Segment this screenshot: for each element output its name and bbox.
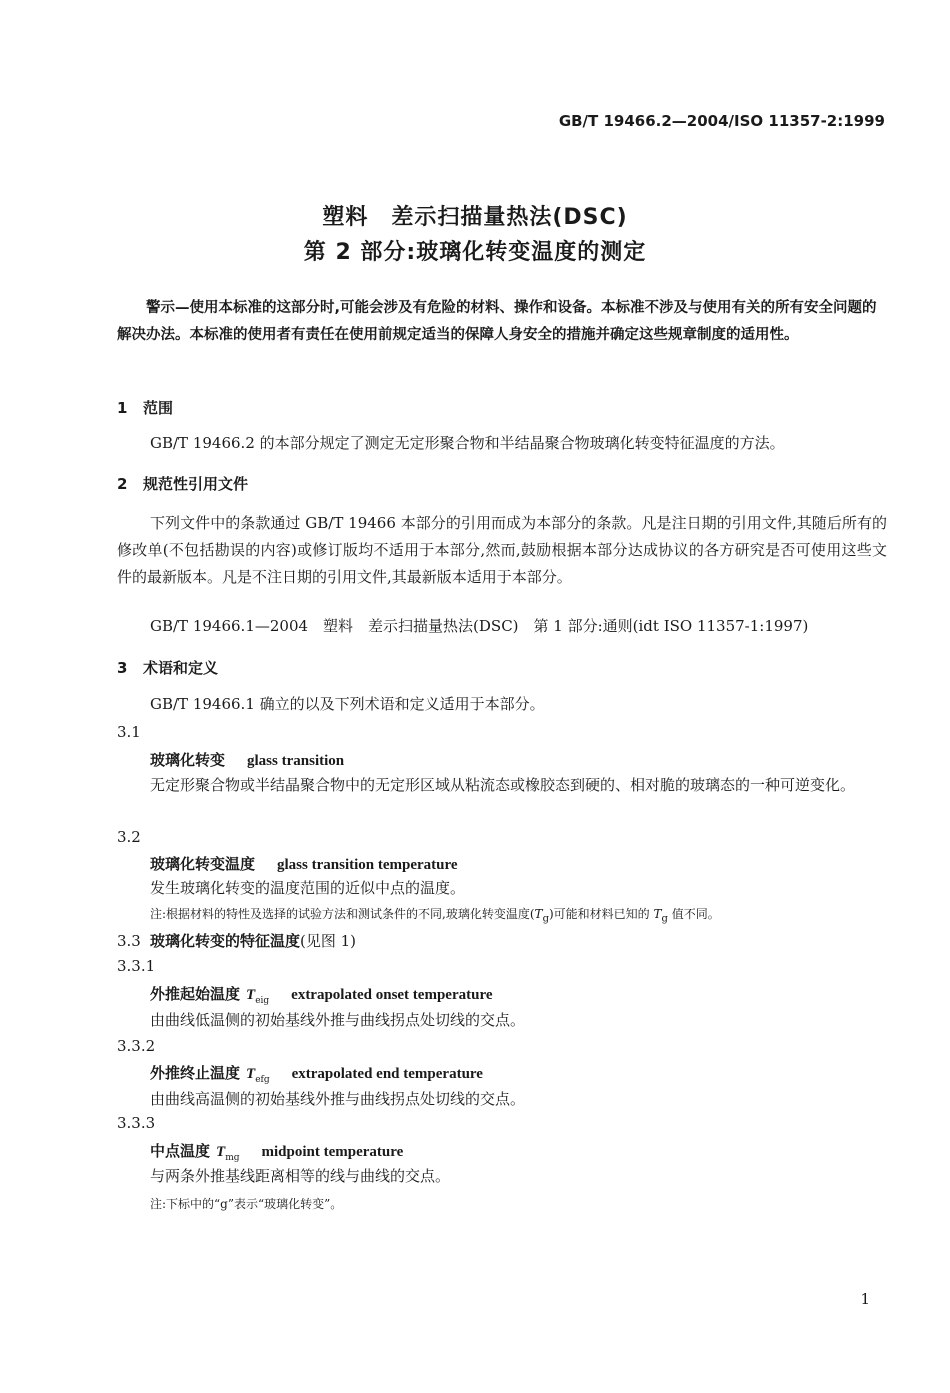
symbol: T bbox=[653, 907, 662, 921]
term-onset-temperature bbox=[150, 983, 493, 1006]
clause-number-3-1: 3.1 bbox=[117, 723, 141, 741]
standard-code: GB/T 19466.2—2004/ISO 11357-2:1999 bbox=[558, 112, 885, 130]
section-1-text: GB/T 19466.2 的本部分规定了测定无定形聚合物和半结晶聚合物玻璃化转变特征温度的方法。 bbox=[150, 434, 785, 452]
section-3-text: GB/T 19466.1 确立的以及下列术语和定义适用于本部分。 bbox=[150, 695, 545, 713]
section-1-heading bbox=[117, 397, 173, 418]
symbol-subscript: efg bbox=[255, 1075, 270, 1085]
note-3-2 bbox=[150, 905, 720, 924]
symbol-subscript: mg bbox=[225, 1153, 240, 1163]
term-chinese: 中点温度 bbox=[150, 1142, 211, 1160]
section-2-heading bbox=[117, 473, 248, 494]
term-english: extrapolated end temperature bbox=[291, 1066, 483, 1082]
term-chinese: 外推终止温度 bbox=[150, 1064, 241, 1082]
clause-title: 玻璃化转变的特征温度 bbox=[150, 932, 301, 950]
symbol-subscript: g bbox=[542, 913, 549, 925]
term-midpoint-temperature bbox=[150, 1140, 403, 1163]
section-3-heading bbox=[117, 657, 218, 678]
normative-reference: GB/T 19466.1—2004 塑料 差示扫描量热法(DSC) 第 1 部分:通则(idt ISO 11357-1:1997) bbox=[150, 617, 809, 635]
title-line-2: 第 2 部分:玻璃化转变温度的测定 bbox=[303, 240, 647, 265]
section-title: 术语和定义 bbox=[143, 659, 219, 677]
title-line-1: 塑料 差示扫描量热法(DSC) bbox=[322, 205, 628, 230]
section-number: 2 bbox=[117, 475, 128, 493]
symbol-subscript: eig bbox=[255, 996, 270, 1006]
symbol: T bbox=[246, 1066, 256, 1082]
clause-number-3-3-1: 3.3.1 bbox=[117, 957, 156, 975]
term-end-temperature bbox=[150, 1062, 483, 1085]
clause-3-3-heading bbox=[117, 930, 356, 951]
section-number: 1 bbox=[117, 399, 128, 417]
term-english: glass transition temperature bbox=[277, 857, 458, 873]
clause-number-3-3-2: 3.3.2 bbox=[117, 1037, 156, 1055]
symbol: T bbox=[534, 907, 543, 921]
term-chinese: 外推起始温度 bbox=[150, 985, 241, 1003]
symbol-subscript: g bbox=[661, 913, 668, 925]
section-number: 3 bbox=[117, 659, 128, 677]
clause-title-suffix: (见图 1) bbox=[300, 932, 357, 950]
definition-3-3-1: 由曲线低温侧的初始基线外推与曲线拐点处切线的交点。 bbox=[150, 1011, 526, 1029]
definition-3-3-2: 由曲线高温侧的初始基线外推与曲线拐点处切线的交点。 bbox=[150, 1090, 526, 1108]
definition-3-1: 无定形聚合物或半结晶聚合物中的无定形区域从粘流态或橡胶态到硬的、相对脆的玻璃态的一种可逆变化。 bbox=[150, 776, 856, 794]
term-english: extrapolated onset temperature bbox=[291, 987, 493, 1003]
term-chinese: 玻璃化转变温度 bbox=[150, 855, 256, 873]
term-english: glass transition bbox=[247, 753, 345, 769]
section-title: 范围 bbox=[143, 399, 174, 417]
definition-3-2: 发生玻璃化转变的温度范围的近似中点的温度。 bbox=[150, 879, 466, 897]
clause-number: 3.3 bbox=[117, 932, 141, 950]
clause-number-3-2: 3.2 bbox=[117, 828, 141, 846]
symbol: T bbox=[216, 1144, 226, 1160]
symbol: T bbox=[246, 987, 256, 1003]
term-chinese: 玻璃化转变 bbox=[150, 751, 226, 769]
term-glass-transition-temperature bbox=[150, 853, 458, 874]
definition-3-3-3: 与两条外推基线距离相等的线与曲线的交点。 bbox=[150, 1167, 451, 1185]
term-glass-transition bbox=[150, 749, 344, 770]
clause-number-3-3-3: 3.3.3 bbox=[117, 1114, 156, 1132]
warning-paragraph: 警示—使用本标准的这部分时,可能会涉及有危险的材料、操作和设备。本标准不涉及与使用有关的所有安全问题的解决办法。本标准的使用者有责任在使用前规定适当的保障人身安全的措施并确定这些规章制度的适用性。 bbox=[117, 300, 877, 343]
note-text-part: 值不同。 bbox=[667, 907, 720, 921]
section-2-text: 下列文件中的条款通过 GB/T 19466 本部分的引用而成为本部分的条款。凡是注日期的引用文件,其随后所有的修改单(不包括勘误的内容)或修订版均不适用于本部分,然而,鼓励根据本部分达成协议的各方研究是否可使用这些文件的最新版本。凡是不注日期的引用文件,其最新版本适用于本部分。 bbox=[117, 514, 887, 586]
note-text-part: )可能和材料已知的 bbox=[548, 907, 654, 921]
term-english: midpoint temperature bbox=[261, 1144, 404, 1160]
note-text-part: 注:根据材料的特性及选择的试验方法和测试条件的不同,玻璃化转变温度( bbox=[150, 907, 535, 921]
final-note: 注:下标中的“g”表示“玻璃化转变”。 bbox=[150, 1197, 343, 1211]
section-title: 规范性引用文件 bbox=[143, 475, 249, 493]
page-number: 1 bbox=[860, 1290, 870, 1308]
